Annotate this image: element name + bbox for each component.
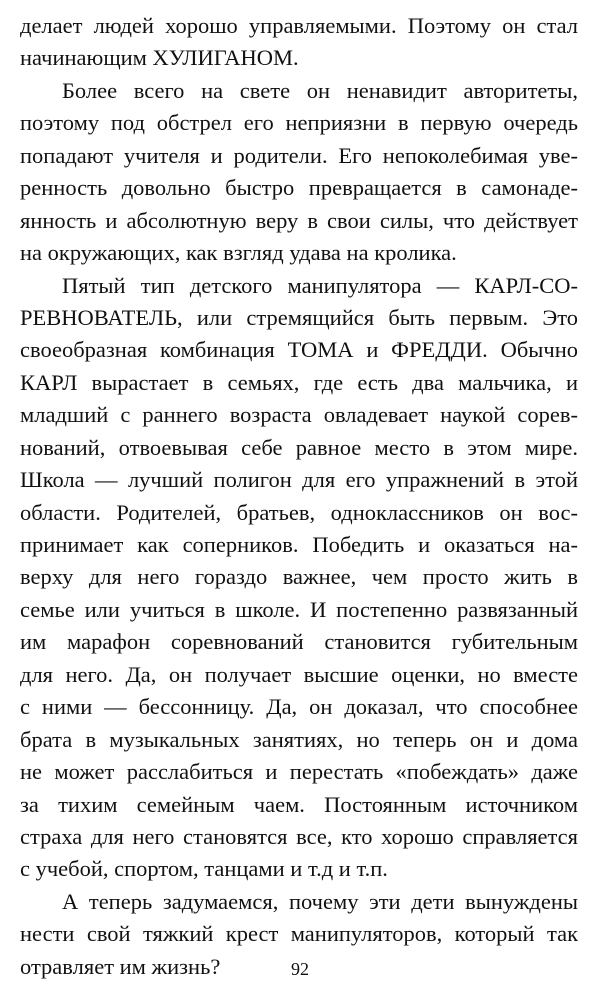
text-line: попадают учителя и родители. Его непоколебимая уве- [20, 142, 578, 168]
text-line: им марафон соревнований становится губительным [20, 629, 578, 655]
text-line: Школа — лучший полигон для его упражнений в этой [20, 467, 578, 493]
text-line: отравляет им жизнь? [20, 953, 221, 979]
text-line: за тихим семейным чаем. Постоянным источником [20, 791, 578, 817]
text-line: начинающим ХУЛИГАНОМ. [20, 45, 299, 71]
paragraph [20, 75, 578, 270]
page-number: 92 [291, 959, 309, 979]
text-line: на окружающих, как взгляд удава на кролика. [20, 240, 457, 266]
text-line: младший с раннего возраста овладевает наукой сорев- [20, 402, 578, 428]
paragraph [20, 10, 578, 75]
text-line: области. Родителей, братьев, одноклассников он вос- [20, 499, 578, 525]
text-line: не может расслабиться и перестать «побеждать» даже [20, 759, 578, 785]
text-line: верху для него гораздо важнее, чем просто жить в [20, 564, 578, 590]
text-line: страха для него становятся все, кто хорошо справляется [20, 823, 578, 849]
text-line: с учебой, спортом, танцами и т.д и т.п. [20, 856, 388, 882]
text-line: принимает как соперников. Победить и оказаться на- [20, 532, 578, 557]
text-line: РЕВНОВАТЕЛЬ, или стремящийся быть первым. Это [20, 304, 578, 330]
text-line: поэтому под обстрел его неприязни в первую очередь [20, 110, 578, 136]
text-line: для него. Да, он получает высшие оценки, но вместе [20, 661, 578, 687]
text-line: своеобразная комбинация ТОМА и ФРЕДДИ. Обычно [20, 337, 578, 363]
text-line: А теперь задумаемся, почему эти дети вынуждены [62, 888, 578, 914]
text-line: с ними — бессонницу. Да, он доказал, что способнее [20, 694, 578, 720]
text-line: делает людей хорошо управляемыми. Поэтому он стал [20, 13, 578, 38]
text-line: нований, отвоевывая себе равное место в этом мире. [20, 434, 578, 460]
text-line: нести свой тяжкий крест манипуляторов, который так [20, 921, 578, 947]
text-line: Пятый тип детского манипулятора — КАРЛ-СО- [62, 272, 578, 298]
paragraph [20, 270, 578, 886]
text-line: янность и абсолютную веру в свои силы, что действует [20, 207, 578, 233]
text-line: Более всего на свете он ненавидит авторитеты, [62, 77, 578, 103]
text-line: ренность довольно быстро превращается в самонаде- [20, 175, 578, 201]
text-line: КАРЛ вырастает в семьях, где есть два мальчика, и [20, 369, 578, 395]
text-line: брата в музыкальных занятиях, но теперь он и дома [20, 726, 578, 752]
book-page [20, 10, 578, 983]
text-line: семье или учиться в школе. И постепенно развязанный [20, 596, 578, 622]
